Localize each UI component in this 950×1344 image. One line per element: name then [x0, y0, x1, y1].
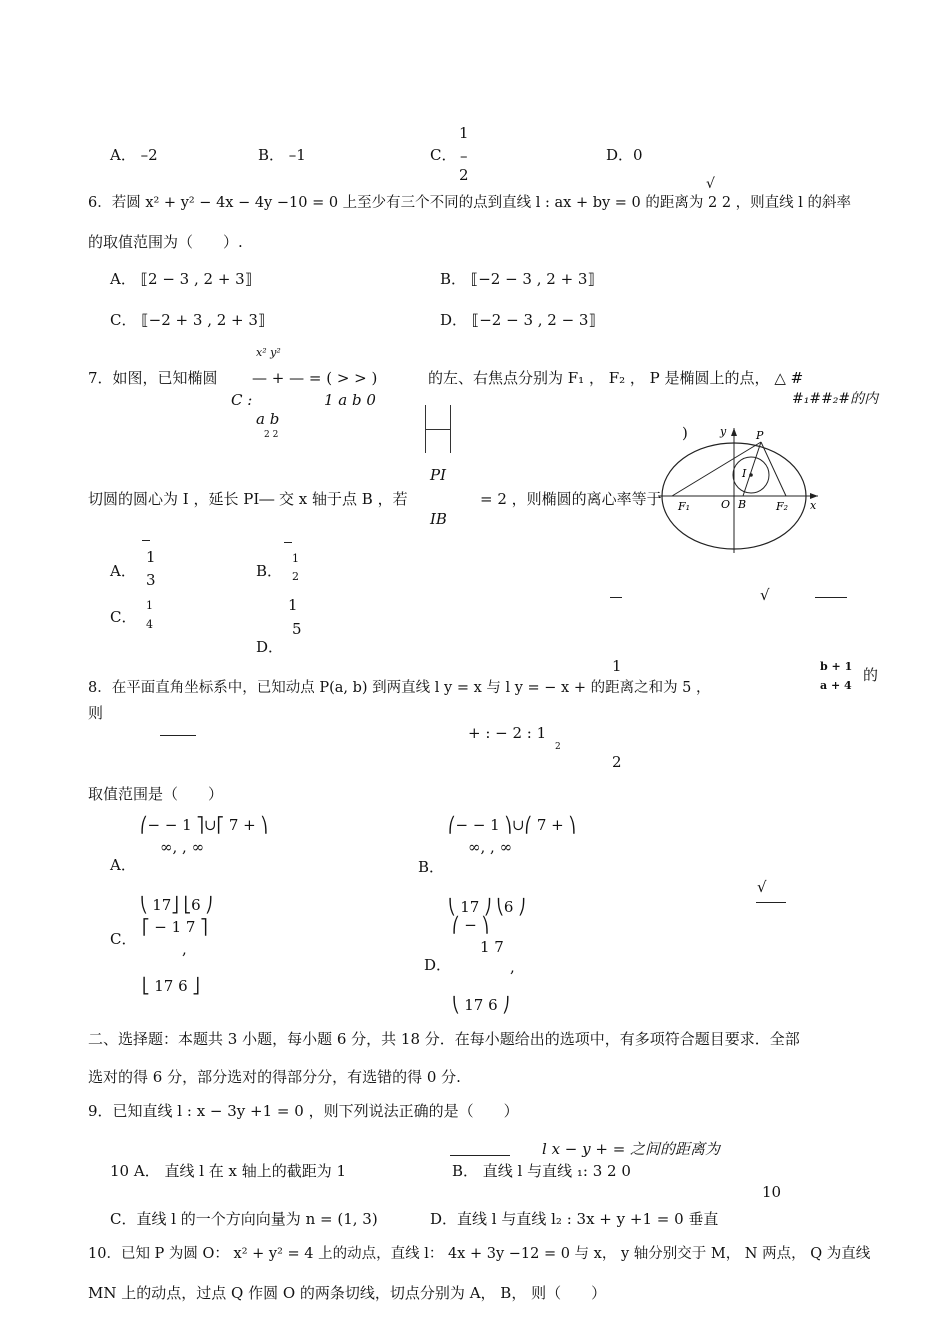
q8-option-a-mid: ∞, , ∞ [160, 838, 205, 856]
q8-de: 的 [863, 666, 879, 684]
q8-frac-top: b + 1 [820, 660, 853, 673]
q7-option-d-denominator: 5 [292, 620, 302, 638]
q8-option-c-label: C． [110, 930, 137, 948]
q8-option-d-top: ⎛ − ⎞ [452, 916, 490, 934]
q8-stem-line2: 取值范围是（ ） [88, 785, 224, 803]
q5-option-c-numerator: 1 [459, 124, 469, 142]
q7-ib-denominator: IB [430, 510, 447, 528]
q8-option-c-mid: , [182, 940, 187, 958]
section2-line2: 选对的得 6 分，部分选对的得部分分，有选错的得 0 分. [88, 1068, 461, 1086]
figure-label-b: B [738, 498, 747, 511]
q8-option-c-top: ⎡ − 1 7 ⎤ [142, 918, 208, 936]
q5-option-a: A． –2 [110, 146, 158, 164]
q8-option-d-label: D． [424, 956, 452, 974]
q9-option-b-ten: 10 [762, 1183, 782, 1201]
q7-fraction-bar: — + — = ( > > ) [252, 369, 378, 387]
q8-option-d-mid: 1 7 [480, 938, 504, 956]
q8-option-c-bottom: ⎣ 17 6 ⎦ [142, 977, 200, 995]
q8-sub-row: + : − 2 : 1 [468, 724, 547, 742]
q9-option-a: 10 A． 直线 l 在 x 轴上的截距为 1 [110, 1162, 347, 1180]
q10-line2: MN 上的动点，过点 Q 作圆 O 的两条切线，切点分别为 A， B， 则（ ） [88, 1284, 607, 1302]
q8-den-2: 2 [612, 753, 622, 771]
q7-option-a-label: A． [110, 562, 136, 580]
figure-label-y: y [720, 425, 727, 438]
q6-option-b: B． ⟦−2 − 3 , 2 + 3⟧ [440, 270, 595, 288]
q10-line1: 10．已知 P 为圆 O： x² + y² = 4 上的动点，直线 l： 4x + 3y −12 = 0 与 x， y 轴分别交于 M， N 两点， Q 为直线 [88, 1246, 871, 1262]
q5-option-d: D．0 [606, 146, 643, 164]
q8-option-a-bottom: ⎝ 17⎦ ⎣6 ⎠ [140, 896, 213, 914]
q6-option-c: C． ⟦−2 + 3 , 2 + 3⟧ [110, 311, 266, 329]
q7-option-d-label: D． [256, 638, 284, 656]
q8-stem: 8．在平面直角坐标系中，已知动点 P(a, b) 到两直线 l y = x 与 l y = − x + 的距离之和为 5 ， [88, 680, 711, 696]
q7-sqrt-mark: √ [760, 586, 770, 604]
figure-label-o: O [721, 498, 731, 511]
pf1-line [672, 442, 761, 496]
q7-abs-bars [425, 405, 451, 453]
q8-option-b-bottom: ⎝ 17 ⎠ ⎝6 ⎠ [448, 898, 526, 916]
q5-option-c-bar: – [460, 147, 468, 165]
q8-then: 则 [88, 704, 104, 722]
q8-option-a-top: ⎛− − 1 ⎤∪⎡ 7 + ⎞ [140, 816, 268, 834]
q7-paren: ) [682, 424, 688, 442]
section2-line1: 二、选择题：本题共 3 小题，每小题 6 分，共 18 分．在每小题给出的选项中，有多项符合题目要求．全部 [88, 1030, 800, 1048]
q7-params: 1 a b 0 [324, 391, 376, 409]
q9-option-c: C．直线 l 的一个方向向量为 n = (1, 3) [110, 1210, 378, 1228]
q7-option-b-bar [284, 542, 292, 543]
q7-option-c-numerator: 1 [146, 599, 153, 612]
q7-option-d-numerator: 1 [288, 596, 298, 614]
q8-dash-marks [160, 735, 196, 736]
q8-frac-bottom: a + 4 [820, 679, 852, 692]
q6-sqrt-mark: √ [706, 176, 715, 192]
q7-stem2-end: = 2 ，则椭圆的离心率等于 [480, 490, 662, 508]
q6-stem-line2: 的取值范围为（ ）. [88, 233, 243, 251]
q9-b-extra: l x − y + = 之间的距离为 [542, 1140, 721, 1158]
figure-label-i: I [742, 467, 747, 480]
q6-option-d: D． ⟦−2 − 3 , 2 − 3⟧ [440, 311, 596, 329]
q9-dash-marks [450, 1155, 510, 1156]
q8-option-d-comma: , [510, 958, 515, 976]
q5-option-c-label: C． [430, 146, 457, 164]
q7-pi-numerator: PI [430, 466, 447, 484]
q9-stem: 9．已知直线 l : x − 3y +1 = 0 ，则下列说法正确的是（ ） [88, 1102, 519, 1120]
q7-c-label: C : [231, 391, 253, 409]
q5-option-c-denominator: 2 [459, 166, 469, 184]
q7-ab-denominators: a b [256, 410, 280, 428]
q7-ab-subscripts: 2 2 [264, 430, 279, 440]
q7-option-b-denominator: 2 [292, 570, 299, 583]
q7-option-b-label: B． [256, 562, 283, 580]
q7-dash-mark [610, 597, 622, 598]
q7-option-c-label: C． [110, 608, 137, 626]
ellipse-figure [658, 425, 828, 555]
q7-option-b-numerator: 1 [292, 552, 299, 565]
q8-option-b-mid: ∞, , ∞ [468, 838, 513, 856]
q7-option-c-denominator: 4 [146, 618, 153, 631]
q8-num-1: 1 [612, 657, 622, 675]
q8-option-a-label: A． [110, 856, 136, 874]
q6-option-a: A． ⟦2 − 3 , 2 + 3⟧ [110, 270, 253, 288]
figure-label-x: x [810, 499, 817, 512]
q8-sqrt-bar [756, 902, 786, 903]
pf2-line [761, 442, 786, 496]
figure-label-f2: F₂ [776, 500, 789, 513]
q7-option-a-bar [142, 540, 150, 541]
y-axis-arrow [731, 428, 737, 436]
q8-sub-2: 2 [555, 742, 561, 752]
q9-option-b: B． 直线 l 与直线 ₁: 3 2 0 [452, 1162, 631, 1180]
q8-option-d-bottom: ⎝ 17 6 ⎠ [452, 996, 510, 1014]
q8-option-b-label: B． [418, 858, 445, 876]
q7-fraction-top: x² y² [256, 346, 281, 359]
q9-option-d: D．直线 l 与直线 l₂ : 3x + y +1 = 0 垂直 [430, 1210, 719, 1228]
q7-stem2-start: 切圆的圆心为 I ，延长 PI― 交 x 轴于点 B ，若 [88, 490, 408, 508]
q8-option-b-top: ⎛− − 1 ⎞∪⎛ 7 + ⎞ [448, 816, 576, 834]
q5-option-b: B． –1 [258, 146, 306, 164]
q7-tri-suffix: #₁##₂#的内 [792, 391, 879, 407]
q7-stem-start: 7．如图，已知椭圆 [88, 369, 218, 387]
q7-option-a-numerator: 1 [146, 548, 156, 566]
q8-sqrt-mark: √ [757, 878, 767, 896]
figure-label-f1: F₁ [678, 500, 691, 513]
q7-option-a-denominator: 3 [146, 571, 156, 589]
q6-stem: 6．若圆 x² + y² − 4x − 4y −10 = 0 上至少有三个不同的点到直线 l : ax + by = 0 的距离为 2 2 ，则直线 l 的斜率 [88, 195, 852, 211]
incenter-point [749, 473, 753, 477]
figure-label-p: P [756, 429, 764, 442]
q7-long-bar [815, 597, 847, 598]
q7-stem-mid: 的左、右焦点分别为 F₁ ， F₂ ， P 是椭圆上的点， △ # [428, 369, 804, 387]
